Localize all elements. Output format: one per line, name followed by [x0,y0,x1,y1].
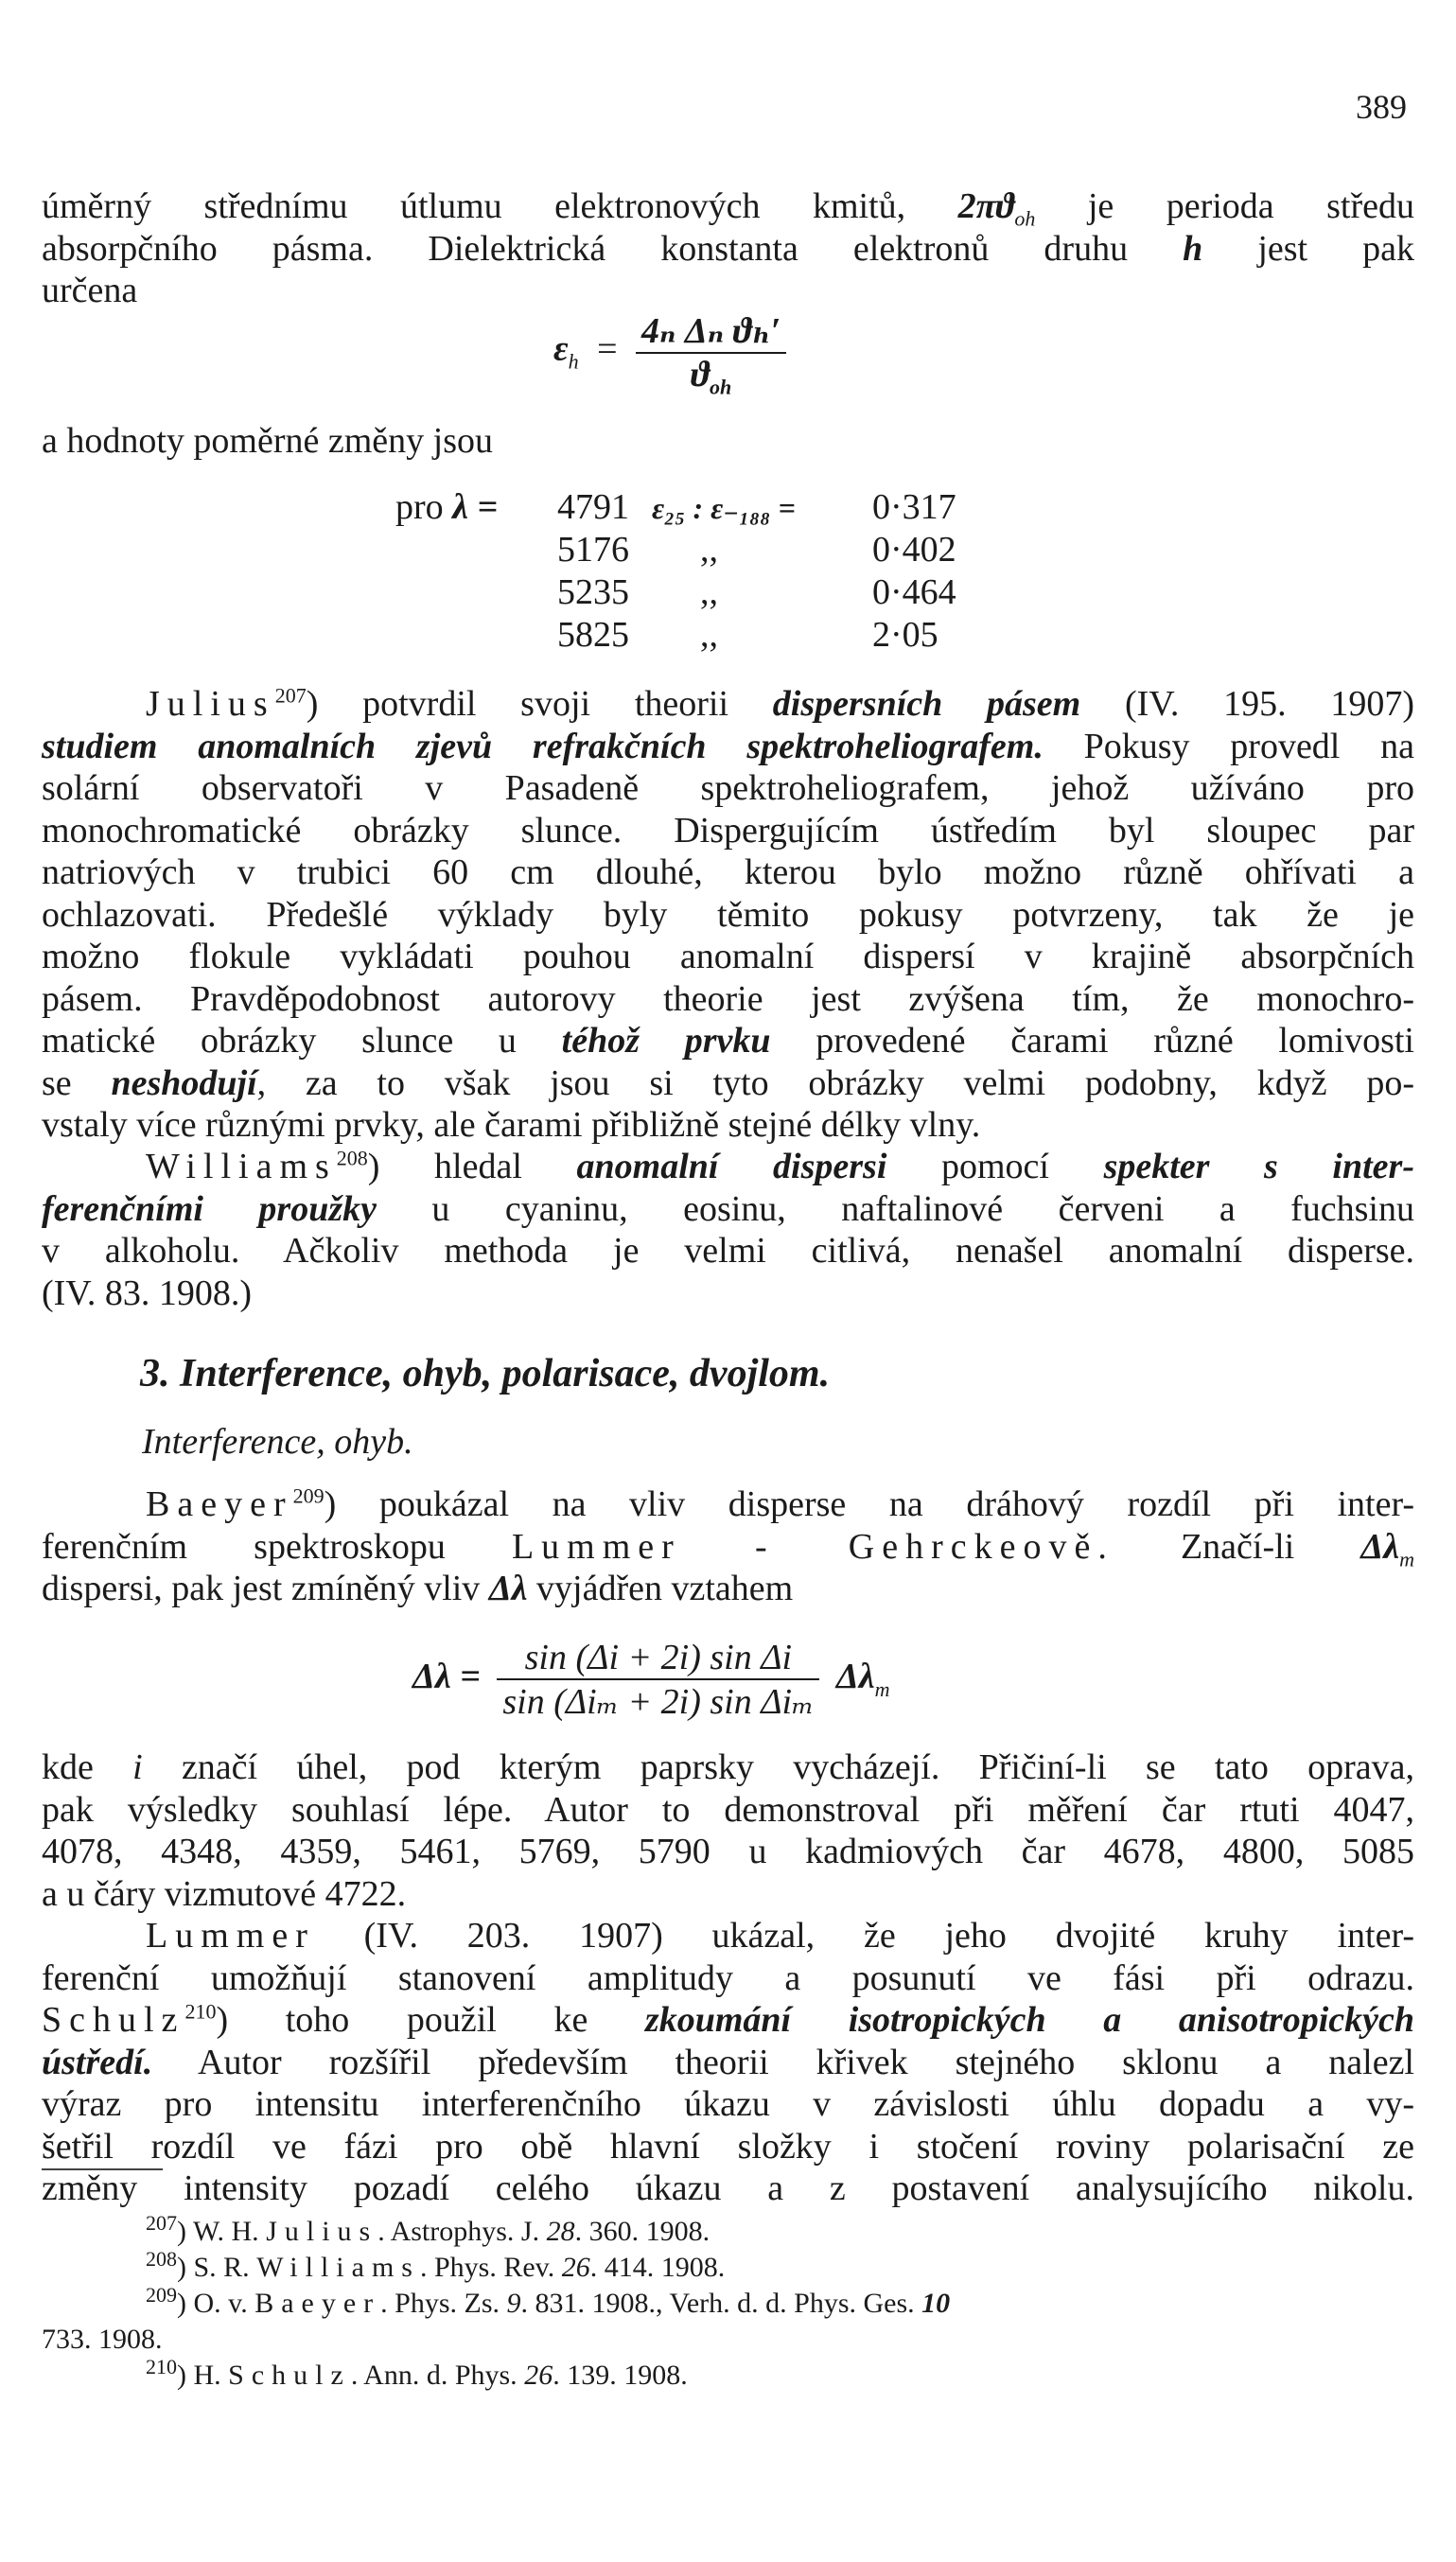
formula-dielectric-constant: $\varepsilon_h$ = $\frac{\text{4ₙ Δₙ ϑₕ′}}{ϑ_{oh}}$ [553,308,786,395]
table-wavelength: 4791 [557,487,629,527]
formula-dispersion: Δλ = $\frac{\text{sin (Δi + 2i) sin Δi}}{\text{sin (Δiₘ + 2i) sin Δiₘ}}$ $\Delta\lambda_m$ [412,1638,890,1722]
paragraph-ratio-intro: a hodnoty poměrné změny jsou [42,421,494,461]
table-ditto: ,, [700,615,718,655]
footnote-continuation: 733. 1908. [42,2324,163,2355]
author-name: Williams [146,1147,337,1186]
table-value: 2·05 [872,615,939,655]
table-value: 0·402 [872,530,956,570]
table-ditto: ,, [700,572,718,612]
footnote: $^{210}$) H. Schulz. Ann. d. Phys. 26. 139. 1908. [146,2355,688,2391]
author-name: Lummer [146,1916,315,1956]
table-row: pro λ = [395,487,499,527]
author-name: Baeyer [146,1484,293,1524]
table-ditto: ,, [700,530,718,570]
subsection-heading: Interference, ohyb. [142,1422,413,1462]
author-name: Schulz [42,2000,185,2040]
text-line: absorpčního pásma. Dielektrická konstanta elektronů druhu h jest pak [42,228,1414,269]
text-line: určena [42,271,138,310]
table-value: 0·464 [872,572,956,612]
footnotes [42,2211,1414,2394]
text-line: úměrný střednímu útlumu elektronových kmitů, $2\pi ϑ_{oh}$ je perioda středu [42,186,1414,231]
table-wavelength: 5235 [557,572,629,612]
paragraph-julius: Julius$^{207}$) potvrdil svoji theorii dispersních pásem (IV. 195. 1907) studiem anomalních zjevů refrakčních spektroheliografem. Pokusy provedl na solární observatoři v Pasadeně spektroheliografem, jehož užíváno pro monochromatické obrázky slunce. Dispergujícím ústředím byl sloupec par natriových v trubici 60 cm dlouhé, kterou bylo možno různě ohřívati a ochlazovati. Předešlé výklady byly těmito pokusy potvrzeny, tak že je možno flokule vykládati pouhou anomalní dispersí v krajině absorpčních pásem. Pravděpodobnost autorovy theorie jest zvýšena tím, že monochro- matické obrázky slunce u téhož prvku provedené čarami různé lomivosti se neshodují, za to však jsou si tyto obrázky velmi podobny, když po- vstaly více různými prvky, ale čarami přibližně stejné délky vlny. [42,683,1415,1145]
author-name: Julius [146,684,275,724]
table-value: 0·317 [872,487,956,527]
footnote: $^{208}$) S. R. Williams. Phys. Rev. 26. 414. 1908. [146,2247,726,2283]
table-wavelength: 5825 [557,615,629,655]
table-wavelength: 5176 [557,530,629,570]
paragraph-correction: kde i značí úhel, pod kterým paprsky vycházejí. Přičiní-li se tato oprava, pak výsledky souhlasí lépe. Autor to demonstroval při měření čar rtuti 4047, 4078, 4348, 4359, 5461, 5769, 5790 u kadmiových čar 4678, 4800, 5085 a u čáry vizmutové 4722. [42,1747,1414,1914]
paragraph-lummer: Lummer (IV. 203. 1907) ukázal, že jeho dvojité kruhy inter- ferenční umožňují stanovení amplitudy a posunutí ve fási při odrazu. Schulz$^{210}$) toho použil ke zkoumání isotropických a anisotropických ústředí. Autor rozšířil především theorii křivek stejného sklonu a nalezl výraz pro intensitu interferenčního úkazu v závislosti úhlu dopadu a vy- šetřil rozdíl ve fázi pro obě hlavní složky i stočení roviny polarisační ze změny intensity pozadí celého úkazu a z postavení analysujícího nikolu. [42,1916,1414,2208]
table-ratio-label: ε₂₅ : ε₋₁₈₈ = [652,491,796,525]
fraction: $\frac{\text{sin (Δi + 2i) sin Δi}}{\text{sin (Δiₘ + 2i) sin Δiₘ}}$ [497,1637,819,1723]
paragraph-baeyer: Baeyer$^{209}$) poukázal na vliv disperse na dráhový rozdíl při inter- ferenčním spektroskopu Lummer - Gehrckeově. Značí-li $\Delta\lambda_m$ dispersi, pak jest zmíněný vliv Δλ vyjádřen vztahem [42,1483,1414,1608]
footnote: $^{209}$) O. v. Baeyer. Phys. Zs. 9. 831. 1908., Verh. d. d. Phys. Ges. 10 [146,2283,951,2319]
paragraph-intro [42,185,1414,312]
fraction: $\frac{\text{4ₙ Δₙ ϑₕ′}}{ϑ_{oh}}$ [636,308,786,395]
section-heading: 3. Interference, ohyb, polarisace, dvojlom. [140,1352,831,1395]
page-number: 389 [1356,88,1407,126]
paragraph-williams: Williams$^{208}$) hledal anomalní dispersi pomocí spekter s inter- ferenčními proužky u cyaninu, eosinu, naftalinové červeni a fuchsinu v alkoholu. Ačkoliv methoda je velmi citlivá, nenašel anomalní disperse. (IV. 83. 1908.) [42,1146,1414,1313]
footnote-divider [42,2168,163,2170]
footnote: $^{207}$) W. H. Julius. Astrophys. J. 28. 360. 1908. [146,2211,710,2247]
